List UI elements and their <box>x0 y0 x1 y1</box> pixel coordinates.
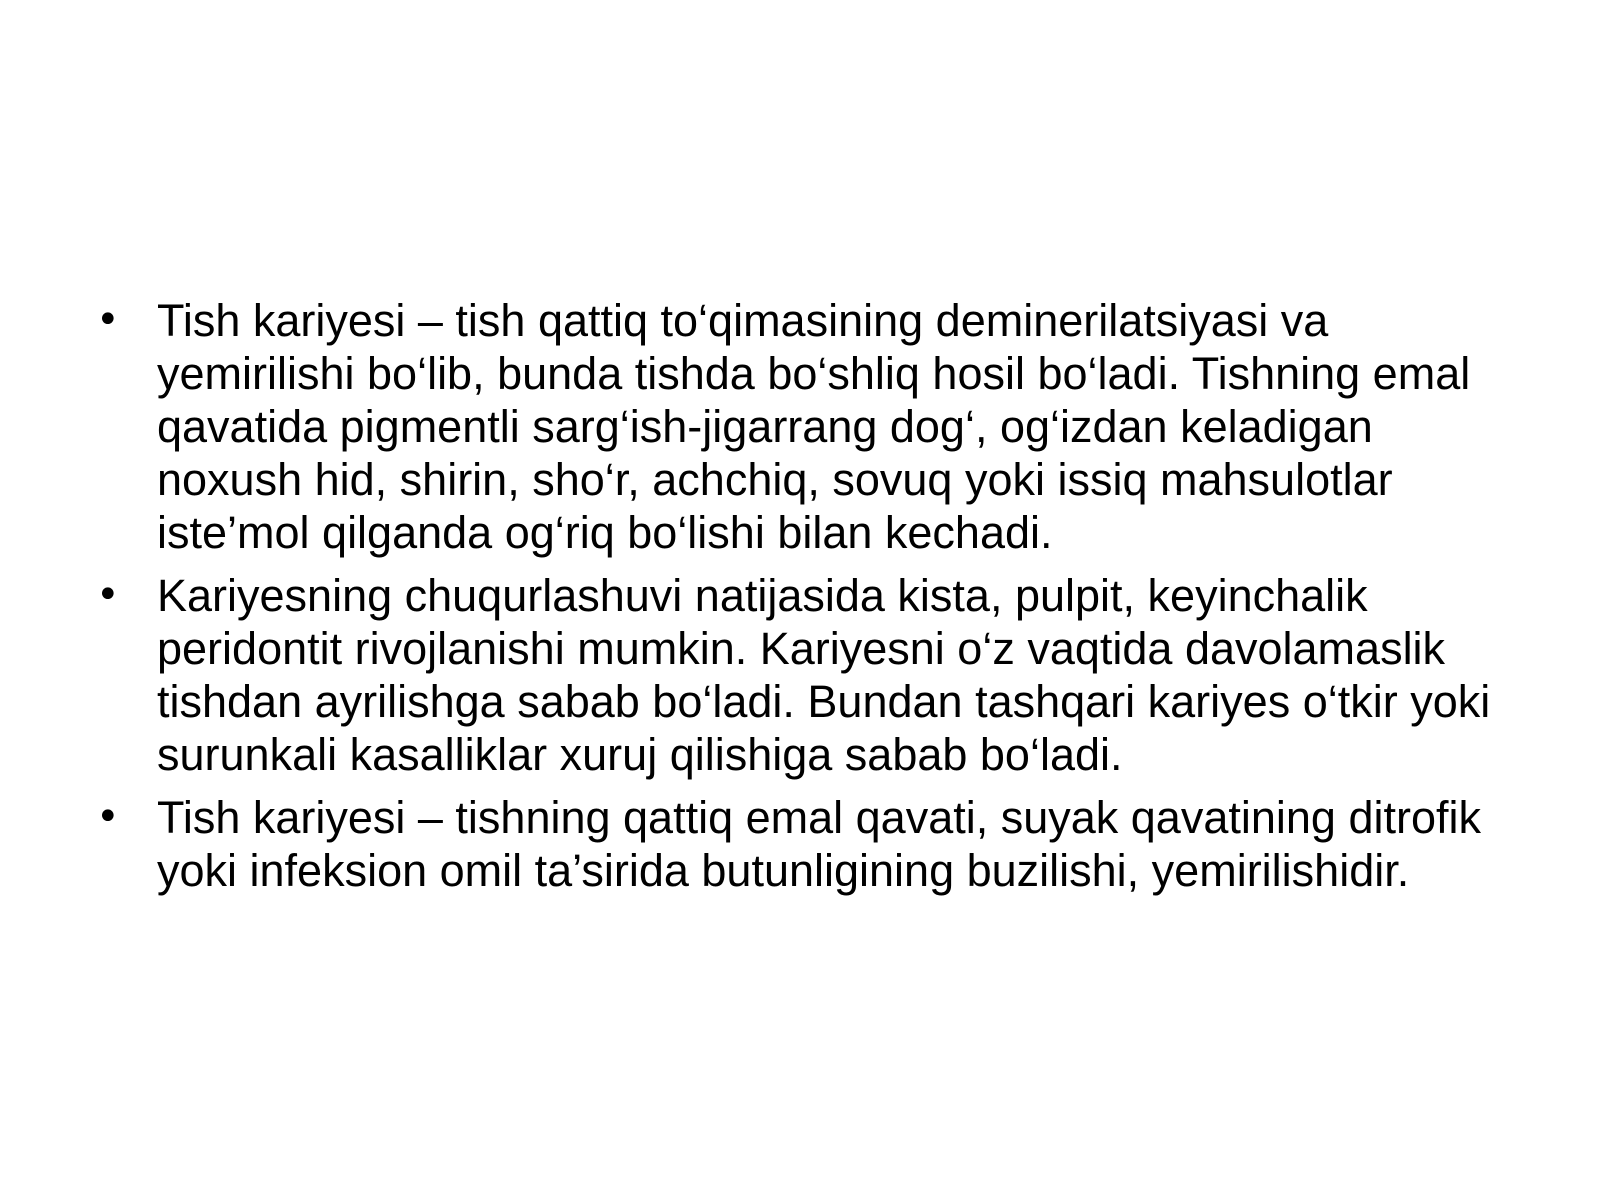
bullet-text: Tish kariyesi – tishning qattiq emal qavati, suyak qavatining ditrofik yoki infeksion omil ta’sirida butunligining buzilishi, yemirilishidir. <box>157 792 1481 896</box>
bullet-item <box>96 294 1516 559</box>
bullet-icon: • <box>96 297 120 343</box>
bullet-list <box>96 294 1516 897</box>
slide-body <box>96 294 1516 907</box>
bullet-icon: • <box>96 572 120 618</box>
bullet-item <box>96 791 1516 897</box>
bullet-text: Kariyesning chuqurlashuvi natijasida kista, pulpit, keyinchalik peridontit rivojlanishi mumkin. Kariyesni o‘z vaqtida davolamaslik tishdan ayrilishga sabab bo‘ladi. Bundan tashqari kariyes o‘tkir yoki surunkali kasalliklar xuruj qilishiga sabab bo‘ladi. <box>157 570 1491 780</box>
bullet-text: Tish kariyesi – tish qattiq to‘qimasining deminerilatsiyasi va yemirilishi bo‘lib, bunda tishda bo‘shliq hosil bo‘ladi. Tishning emal qavatida pigmentli sarg‘ish-jigarrang dog‘, og‘izdan keladigan noxush hid, shirin, sho‘r, achchiq, sovuq yoki issiq mahsulotlar iste’mol qilganda og‘riq bo‘lishi bilan kechadi. <box>157 295 1471 558</box>
bullet-icon: • <box>96 794 120 840</box>
bullet-item <box>96 569 1516 781</box>
